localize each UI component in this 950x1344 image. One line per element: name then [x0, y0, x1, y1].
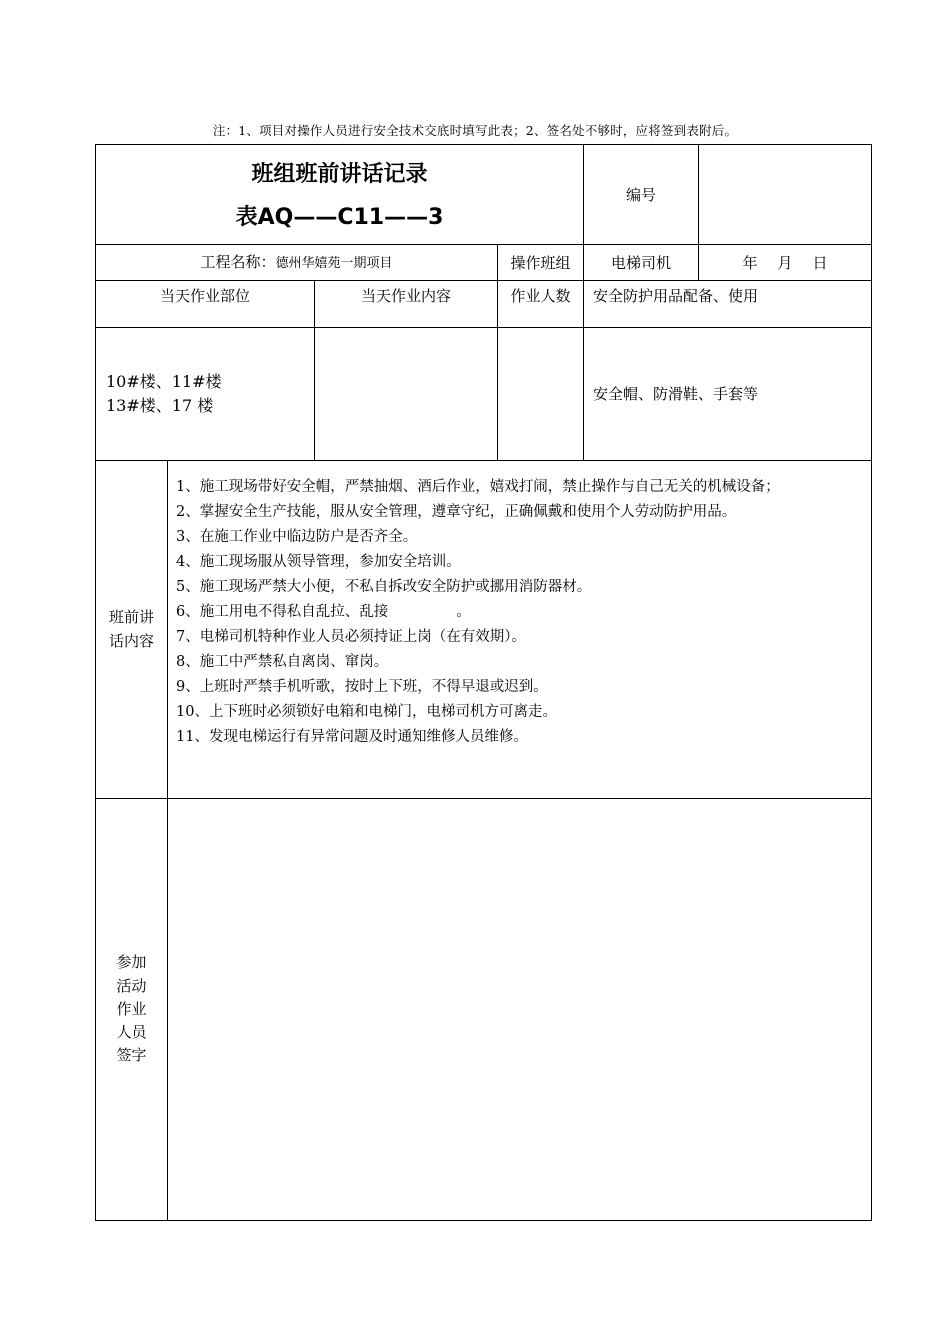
talk-items-list — [168, 461, 872, 799]
form-code-title: 表AQ——C11——3 — [235, 204, 444, 230]
project-label: 工程名称： — [200, 253, 276, 272]
talk-label-line: 班前讲 — [108, 608, 154, 627]
ppe-header: 安全防护用品配备、使用 — [584, 281, 872, 328]
project-name-cell — [96, 245, 498, 281]
talk-item — [176, 600, 863, 625]
signature-label-line: 参加 — [116, 953, 147, 972]
signature-label-line: 活动 — [116, 976, 147, 995]
talk-item: 3、在施工作业中临边防户是否齐全。 — [176, 529, 418, 545]
talk-label-line: 话内容 — [108, 631, 154, 650]
form-title: 班组班前讲话记录 — [251, 162, 428, 188]
talk-item: 11、发现电梯运行有异常问题及时通知维修人员维修。 — [176, 729, 528, 745]
signature-label-line: 签字 — [116, 1046, 147, 1065]
talk-item: 1、施工现场带好安全帽，严禁抽烟、酒后作业，嬉戏打闹，禁止操作与自己无关的机械设备； — [176, 479, 780, 495]
location-cell — [96, 328, 315, 461]
team-label: 操作班组 — [498, 245, 584, 281]
location-line: 13#楼、17 楼 — [106, 396, 214, 415]
ppe-cell: 安全帽、防滑鞋、手套等 — [584, 328, 872, 461]
form-note: 注：1、项目对操作人员进行安全技术交底时填写此表；2、签名处不够时，应将签到表附后。 — [212, 123, 738, 138]
workers-header: 作业人数 — [498, 281, 584, 328]
signature-area[interactable] — [168, 799, 872, 1221]
project-value: 德州华嬉苑一期项目 — [275, 256, 393, 272]
date-year: 年 — [742, 253, 758, 272]
content-field[interactable] — [315, 328, 498, 461]
talk-item: 4、施工现场服从领导管理，参加安全培训。 — [176, 554, 461, 570]
talk-item: 2、掌握安全生产技能，服从安全管理，遵章守纪，正确佩戴和使用个人劳动防护用品。 — [176, 504, 737, 520]
content-header: 当天作业内容 — [315, 281, 498, 328]
talk-item: 8、施工中严禁私自离岗、窜岗。 — [176, 654, 389, 670]
date-day: 日 — [812, 253, 828, 272]
date-cell[interactable] — [699, 245, 872, 281]
talk-item: 9、上班时严禁手机听歌，按时上下班，不得早退或迟到。 — [176, 679, 548, 695]
talk-item-text: 6、施工用电不得私自乱拉、乱接 — [176, 604, 389, 620]
talk-item-tail: 。 — [456, 604, 471, 620]
workers-field[interactable] — [498, 328, 584, 461]
talk-item: 7、电梯司机特种作业人员必须持证上岗（在有效期）。 — [176, 629, 526, 645]
briefing-record-form — [95, 144, 872, 1221]
signature-label — [96, 799, 168, 1221]
talk-item: 10、上下班时必须锁好电箱和电梯门，电梯司机方可离走。 — [176, 704, 557, 720]
code-value-field[interactable] — [699, 145, 872, 245]
location-header: 当天作业部位 — [96, 281, 315, 328]
title-cell — [96, 145, 584, 245]
signature-label-line: 人员 — [116, 1023, 147, 1042]
signature-label-line: 作业 — [116, 999, 147, 1018]
talk-item: 5、施工现场严禁大小便，不私自拆改安全防护或挪用消防器材。 — [176, 579, 592, 595]
talk-content-label — [96, 461, 168, 799]
location-line: 10#楼、11#楼 — [106, 372, 222, 391]
date-month: 月 — [777, 253, 793, 272]
code-label: 编号 — [584, 145, 699, 245]
team-value: 电梯司机 — [584, 245, 699, 281]
